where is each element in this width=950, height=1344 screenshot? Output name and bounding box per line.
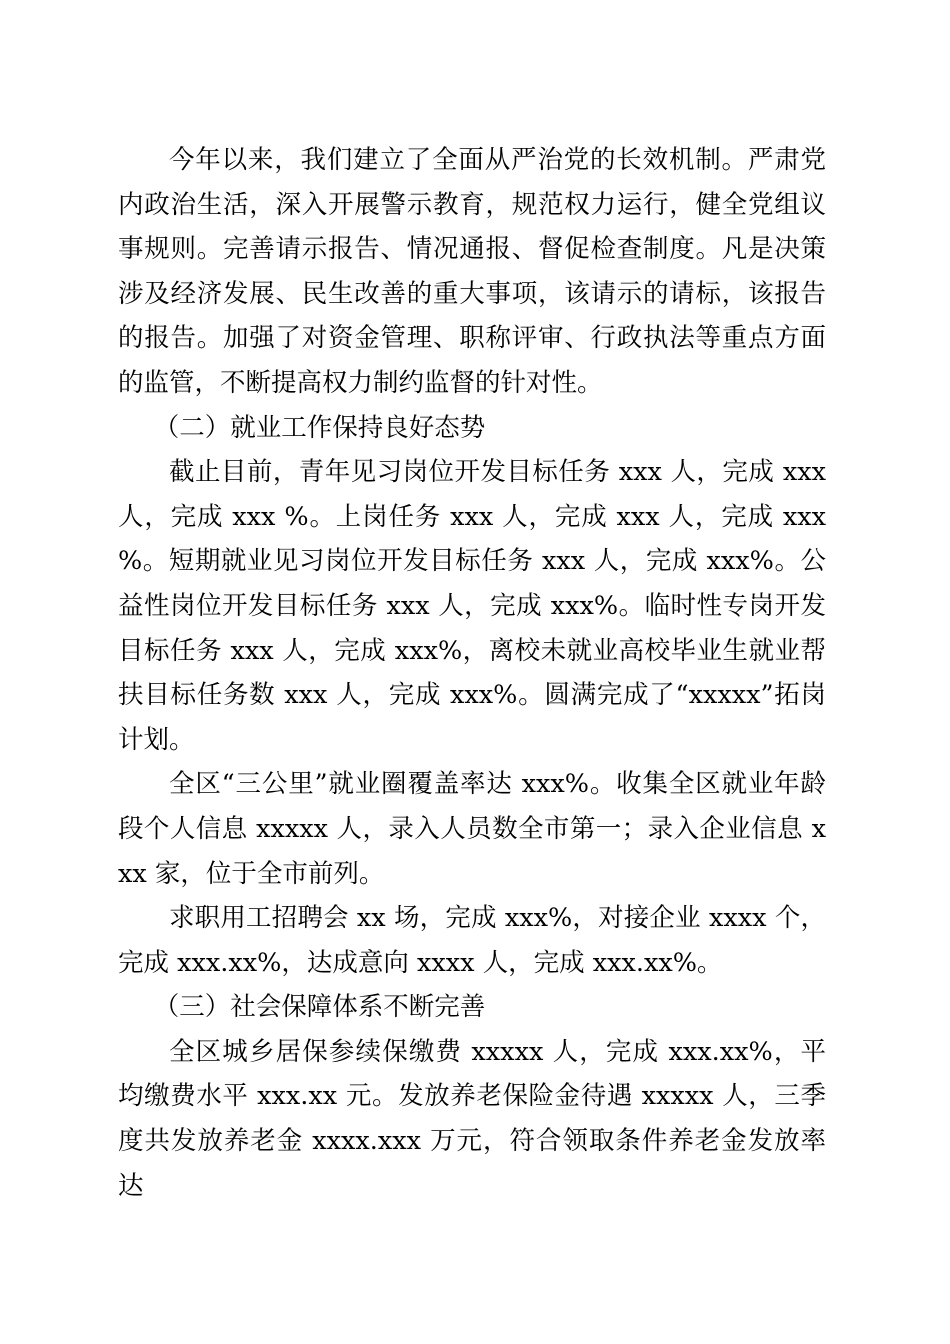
paragraph-job-fairs: 求职用工招聘会 xx 场，完成 xxx%，对接企业 xxxx 个，完成 xxx.xx%，达成意向 xxxx 人，完成 xxx.xx%。 (118, 903, 826, 978)
section-heading-employment: （二）就业工作保持良好态势 (153, 412, 486, 443)
paragraph-party-governance: 今年以来，我们建立了全面从严治党的长效机制。严肃党内政治生活，深入开展警示教育，规范权力运行，健全党组议事规则。完善请示报告、情况通报、督促检查制度。凡是决策涉及经济发展、民生改善的重大事项，该请示的请标，该报告的报告。加强了对资金管理、职称评审、行政执法等重点方面的监管，不断提高权力制约监督的针对性。 (118, 145, 826, 398)
paragraph-employment-targets: 截止目前，青年见习岗位开发目标任务 xxx 人，完成 xxx 人，完成 xxx %。上岗任务 xxx 人，完成 xxx 人，完成 xxx %。短期就业见习岗位开发目标任务 xxx 人，完成 xxx%。公益性岗位开发目标任务 xxx 人，完成 xxx%。临时性专岗开发目标任务 xxx 人，完成 xxx%，离校未就业高校毕业生就业帮扶目标任务数 xxx 人，完成 xxx%。圆满完成了“xxxxx”拓岗计划。 (118, 457, 826, 755)
paragraph-pension-insurance: 全区城乡居保参续保缴费 xxxxx 人，完成 xxx.xx%，平均缴费水平 xxx.xx 元。发放养老保险金待遇 xxxxx 人，三季度共发放养老金 xxxx.xxx 万元，符合领取条件养老金发放率达 (118, 1036, 826, 1201)
paragraph-employment-circle: 全区“三公里”就业圈覆盖率达 xxx%。收集全区就业年龄段个人信息 xxxxx 人，录入人员数全市第一；录入企业信息 xxx 家，位于全市前列。 (118, 769, 826, 889)
section-heading-social-security: （三）社会保障体系不断完善 (153, 992, 486, 1023)
document-body (118, 138, 826, 1208)
